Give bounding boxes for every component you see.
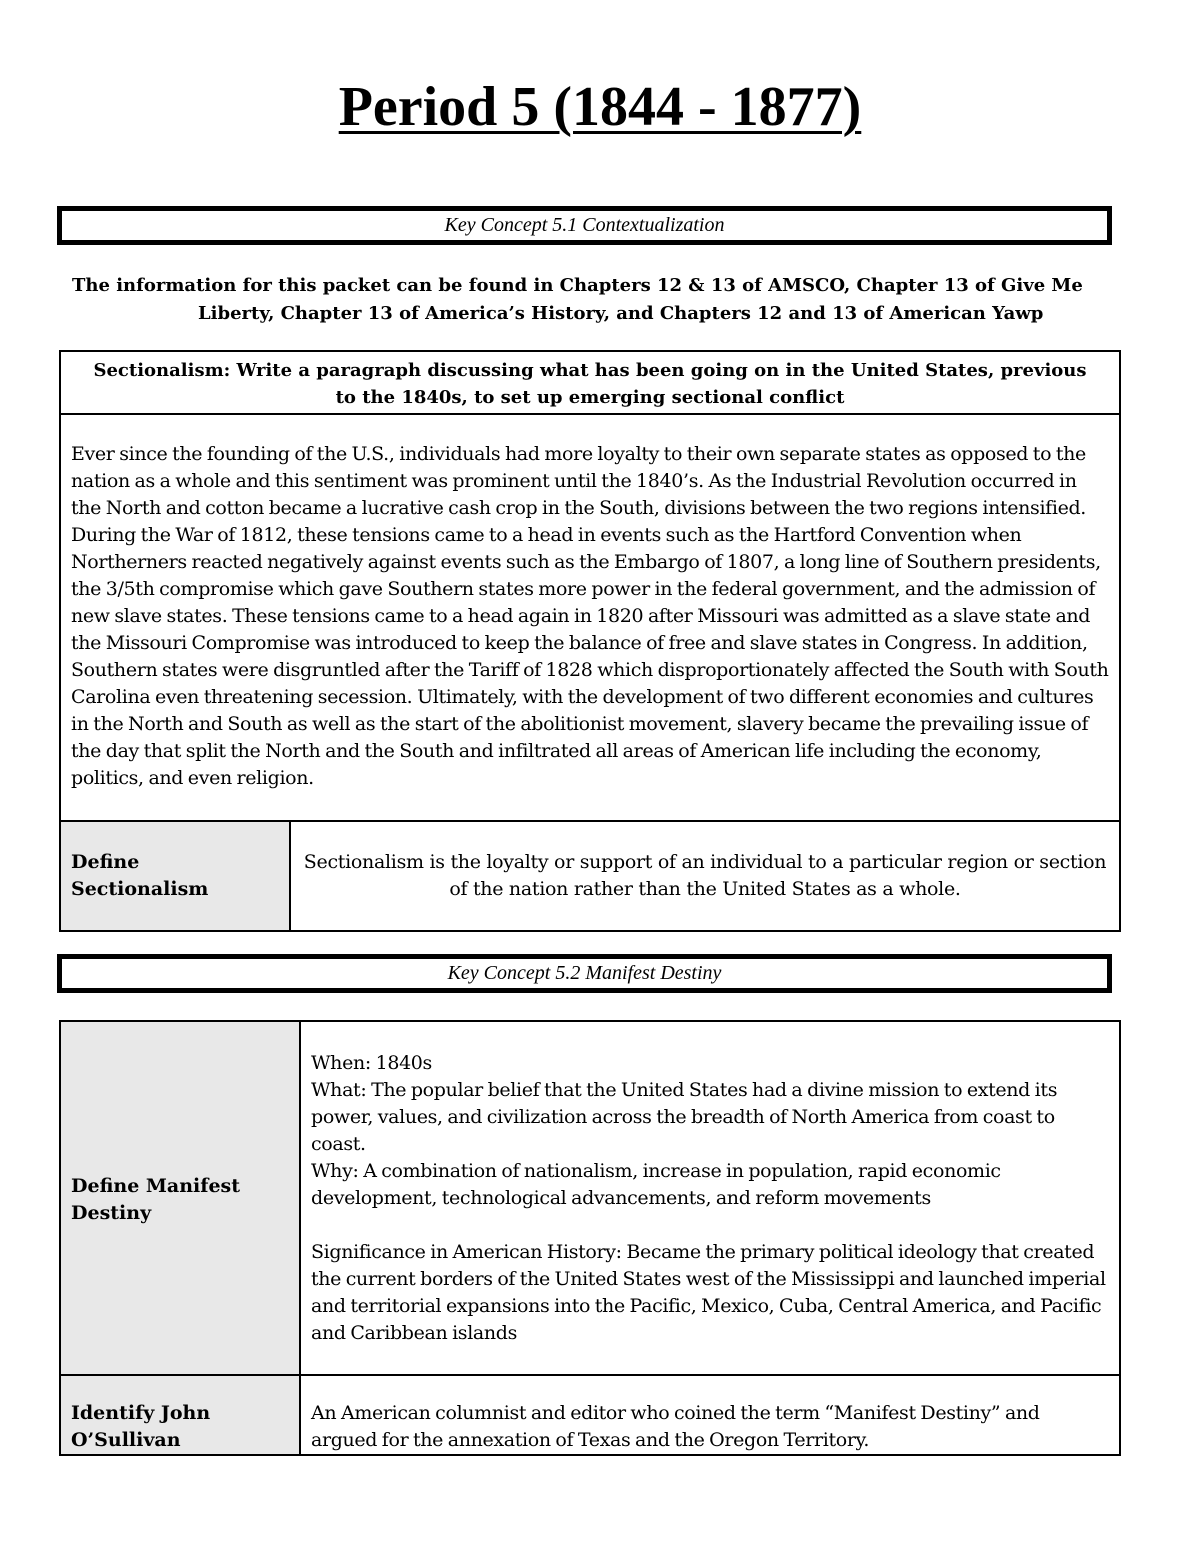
manifest-why: Why: A combination of nationalism, increase in population, rapid economic development, technological advancements, and reform movements (311, 1159, 1001, 1209)
page-title: Period 5 (1844 - 1877) (338, 76, 862, 138)
spacer (311, 1212, 1109, 1239)
sectionalism-table (59, 350, 1121, 932)
identify-osullivan-answer: An American columnist and editor who coined the term “Manifest Destiny” and argued for the annexation of Texas and the Oregon Territory. (300, 1375, 1120, 1455)
manifest-what: What: The popular belief that the United States had a divine mission to extend its power, values, and civilization across the breadth of North America from coast to coast. (311, 1078, 1058, 1155)
define-sectionalism-answer: Sectionalism is the loyalty or support of an individual to a particular region or section of the nation rather than the United States as a whole. (290, 821, 1120, 931)
key-concept-5-2-header: Key Concept 5.2 Manifest Destiny (57, 954, 1112, 993)
packet-source-note-line-1: The information for this packet can be found in Chapters 12 & 13 of AMSCO, Chapter 13 of Give Me (72, 275, 1083, 296)
identify-osullivan-label: Identify John O’Sullivan (60, 1375, 300, 1455)
manifest-significance: Significance in American History: Became the primary political ideology that created the current borders of the United States west of the Mississippi and launched imperial and territorial expansions into the Pacific, Mexico, Cuba, Central America, and Pacific and Caribbean islands (311, 1240, 1106, 1344)
sectionalism-prompt-heading: Sectionalism: Write a paragraph discussing what has been going on in the United States, previous to the 1840s, to set up emerging sectional conflict (60, 351, 1120, 414)
manifest-destiny-table (59, 1020, 1121, 1456)
define-manifest-destiny-label: Define Manifest Destiny (60, 1021, 300, 1375)
manifest-when: When: 1840s (311, 1051, 432, 1074)
sectionalism-paragraph: Ever since the founding of the U.S., individuals had more loyalty to their own separate states as opposed to the nation as a whole and this sentiment was prominent until the 1840’s. As the Industrial Revolution occurred in the North and cotton became a lucrative cash crop in the South, divisions between the two regions intensified. During the War of 1812, these tensions came to a head in events such as the Hartford Convention when Northerners reacted negatively against events such as the Embargo of 1807, a long line of Southern presidents, the 3/5th compromise which gave Southern states more power in the federal government, and the admission of new slave states. These tensions came to a head again in 1820 after Missouri was admitted as a slave state and the Missouri Compromise was introduced to keep the balance of free and slave states in Congress. In addition, Southern states were disgruntled after the Tariff of 1828 which disproportionately affected the South with South Carolina even threatening secession. Ultimately, with the development of two different economies and cultures in the North and South as well as the start of the abolitionist movement, slavery became the prevailing issue of the day that split the North and the South and infiltrated all areas of American life including the economy, politics, and even religion. (60, 414, 1120, 821)
key-concept-5-1-header: Key Concept 5.1 Contextualization (57, 206, 1112, 245)
packet-source-note (58, 272, 1118, 328)
define-manifest-destiny-answer (300, 1021, 1120, 1375)
define-sectionalism-label: Define Sectionalism (60, 821, 290, 931)
packet-source-note-line-2: Liberty, Chapter 13 of America’s History, and Chapters 12 and 13 of American Yawp (198, 303, 1044, 324)
